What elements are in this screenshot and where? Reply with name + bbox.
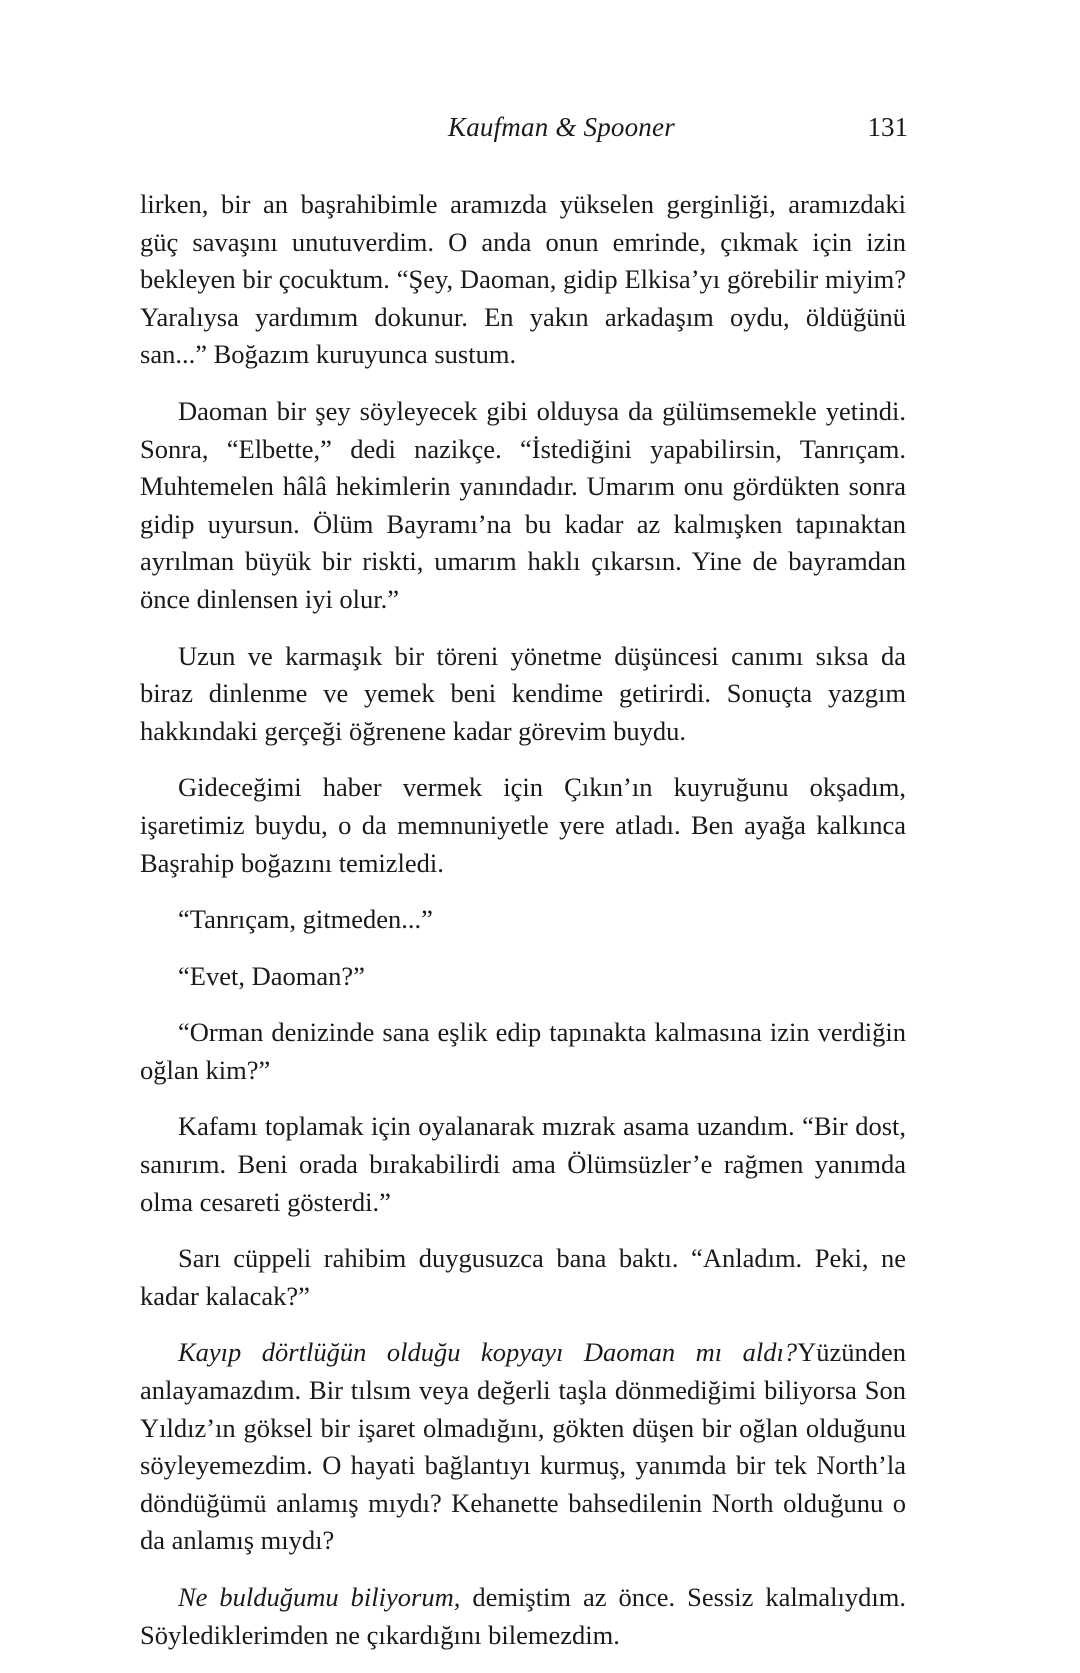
paragraph-6-text: “Evet, Daoman?” <box>178 960 365 991</box>
paragraph-1 <box>140 186 906 374</box>
paragraph-3 <box>140 638 906 751</box>
paragraph-6 <box>140 958 906 996</box>
paragraph-11 <box>140 1579 906 1654</box>
paragraph-10-text: Yüzünden anlayamazdım. Bir tılsım veya değerli taşla dönmediğimi biliyorsa Son Yıldız’ın göksel bir işaret olmadığını, gökten düşen bir oğlan olduğunu söyleyemezdim. O hayati bağlantıyı kurmuş, yanımda bir tek North’la döndüğümü anlamış mıydı? Kehanette bahsedilenin North olduğunu o da anlamış mıydı? <box>140 1337 906 1556</box>
paragraph-10 <box>140 1334 906 1560</box>
paragraph-3-text: Uzun ve karmaşık bir töreni yönetme düşüncesi canımı sıksa da biraz dinlenme ve yemek beni kendime getirirdi. Sonuçta yazgım hakkındaki gerçeği öğrenene kadar görevim buydu. <box>140 640 906 746</box>
paragraph-7 <box>140 1014 906 1089</box>
paragraph-7-text: “Orman denizinde sana eşlik edip tapınakta kalmasına izin verdiğin oğlan kim?” <box>140 1017 906 1085</box>
paragraph-9 <box>140 1240 906 1315</box>
paragraph-9-text: Sarı cüppeli rahibim duygusuzca bana baktı. “Anladım. Peki, ne kadar kalacak?” <box>140 1243 906 1311</box>
paragraph-5-text: “Tanrıçam, gitmeden...” <box>178 904 433 935</box>
page-number: 131 <box>867 112 908 142</box>
paragraph-5 <box>140 901 906 939</box>
body-text <box>140 186 906 1673</box>
paragraph-4 <box>140 769 906 882</box>
paragraph-8 <box>140 1108 906 1221</box>
running-title: Kaufman & Spooner <box>448 112 675 142</box>
paragraph-2-text: Daoman bir şey söyleyecek gibi olduysa da gülümsemekle yetindi. Sonra, “Elbette,” dedi nazikçe. “İstediğini yapabilirsin, Tanrıçam. Muhtemelen hâlâ hekimlerin yanındadır. Umarım onu gördükten sonra gidip uyursun. Ölüm Bayramı’na bu kadar az kalmışken tapınaktan ayrılman büyük bir riskti, umarım haklı çıkarsın. Yine de bayramdan önce dinlensen iyi olur.” <box>140 395 906 614</box>
paragraph-11-text: demiştim az önce. Sessiz kalmalıydım. Söylediklerimden ne çıkardığını bilemezdim. <box>140 1582 906 1650</box>
paragraph-10-italic: Kayıp dörtlüğün olduğu kopyayı Daoman mı aldı? <box>178 1337 798 1368</box>
paragraph-1-text: lirken, bir an başrahibimle aramızda yükselen gerginliği, aramızdaki güç savaşını unutuverdim. O anda onun emrinde, çıkmak için izin bekleyen bir çocuktum. “Şey, Daoman, gidip Elkisa’yı görebilir miyim? Yaralıysa yardımım dokunur. En yakın arkadaşım oydu, öldüğünü san...” Boğazım kuruyunca sustum. <box>140 189 906 370</box>
paragraph-2 <box>140 393 906 619</box>
running-head <box>0 112 1080 152</box>
paragraph-11-italic: Ne bulduğumu biliyorum, <box>178 1582 461 1612</box>
paragraph-4-text: Gideceğimi haber vermek için Çıkın’ın kuyruğunu okşadım, işaretimiz buydu, o da memnuniyetle yere atladı. Ben ayağa kalkınca Başrahip boğazını temizledi. <box>140 772 906 878</box>
paragraph-8-text: Kafamı toplamak için oyalanarak mızrak asama uzandım. “Bir dost, sanırım. Beni orada bırakabilirdi ama Ölümsüzler’e rağmen yanımda olma cesareti gösterdi.” <box>140 1111 906 1217</box>
